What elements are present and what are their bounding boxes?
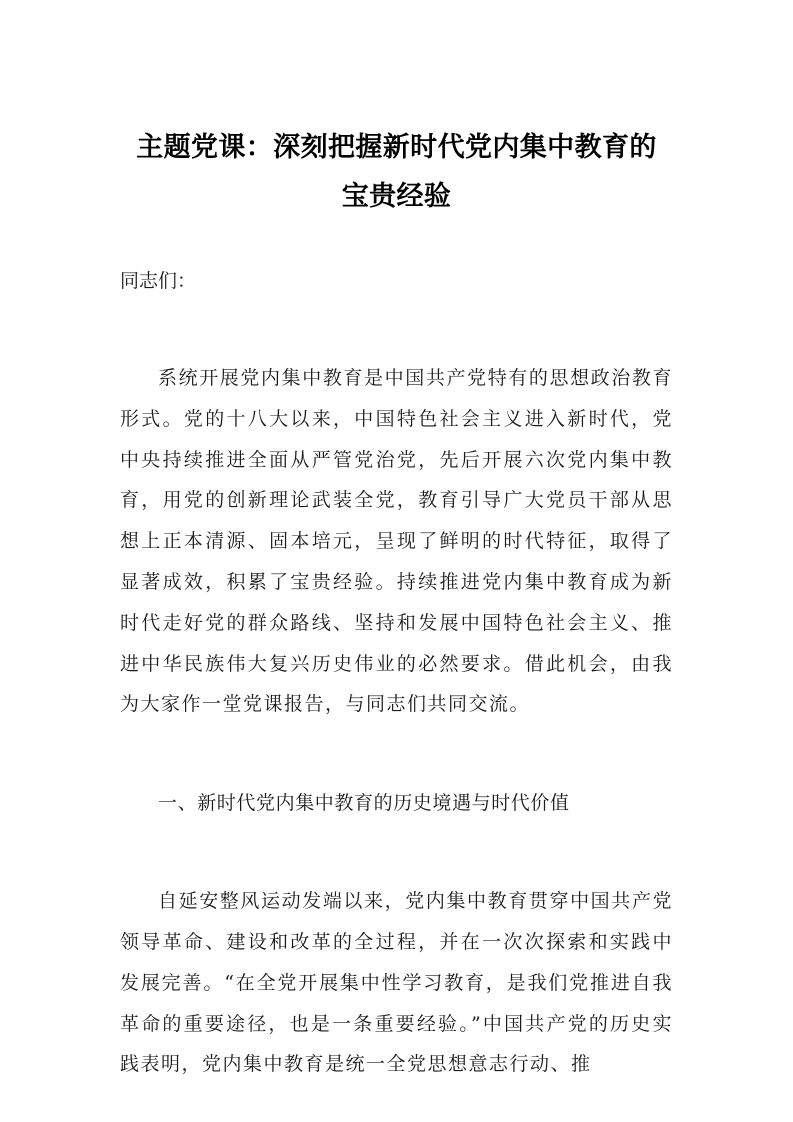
title-line-2: 宝贵经验 <box>341 181 452 212</box>
paragraph-intro: 系统开展党内集中教育是中国共产党特有的思想政治教育形式。党的十八大以来，中国特色社会主义进入新时代，党中央持续推进全面从严管党治党，先后开展六次党内集中教育，用党的创新理论武装全党，教育引导广大党员干部从思想上正本清源、固本培元，呈现了鲜明的时代特征，取得了显著成效，积累了宝贵经验。持续推进党内集中教育成为新时代走好党的群众路线、坚持和发展中国特色社会主义、推进中华民族伟大复兴历史伟业的必然要求。借此机会，由我为大家作一堂党课报告，与同志们共同交流。 <box>120 367 673 716</box>
document-title <box>120 123 673 221</box>
salutation: 同志们： <box>120 270 197 292</box>
paragraph-section-1: 自延安整风运动发端以来，党内集中教育贯穿中国共产党领导革命、建设和改革的全过程，并在一次次探索和实践中发展完善。“在全党开展集中性学习教育，是我们党推进自我革命的重要途径，也是一条重要经验。”中国共产党的历史实践表明，党内集中教育是统一全党思想意志行动、推 <box>120 890 673 1076</box>
title-line-1: 主题党课：深刻把握新时代党内集中教育的 <box>136 132 657 163</box>
section-heading-1: 一、新时代党内集中教育的历史境遇与时代价值 <box>158 792 570 815</box>
